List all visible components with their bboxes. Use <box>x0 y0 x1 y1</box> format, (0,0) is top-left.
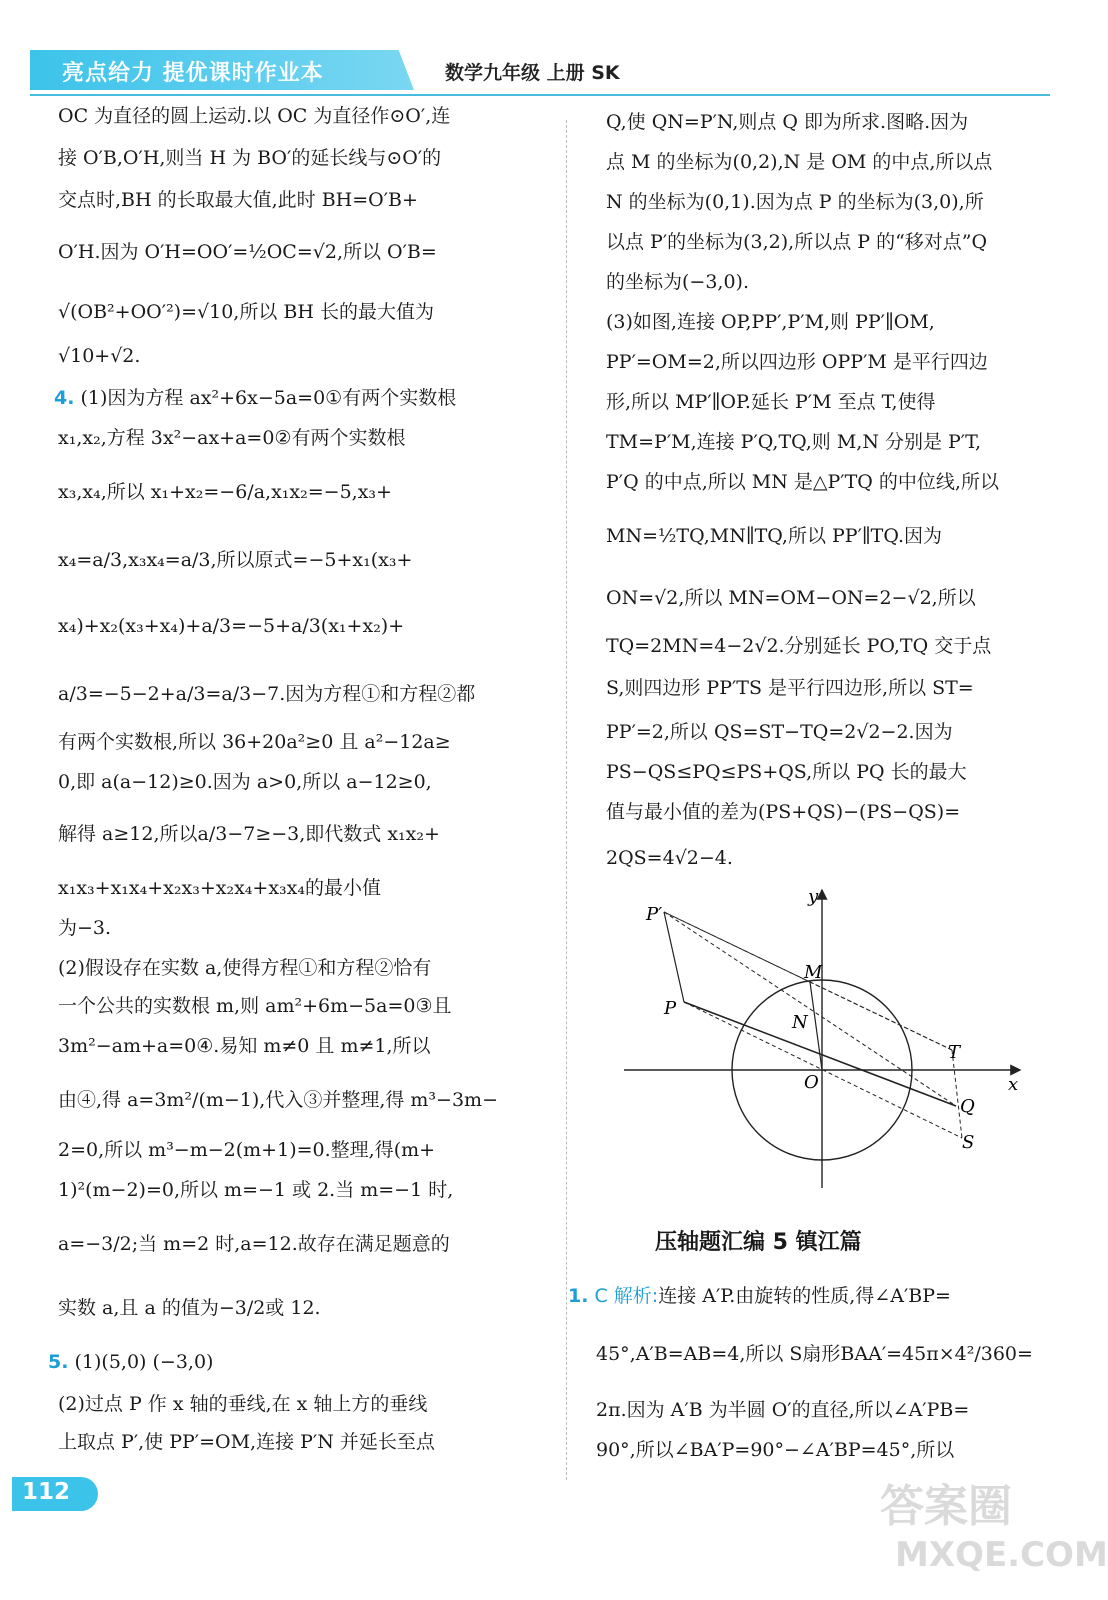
text-line: √(OB²+OO′²)=√10,所以 BH 长的最大值为 <box>58 301 434 323</box>
label-t: T <box>948 1042 961 1063</box>
segment-m-t <box>810 982 952 1050</box>
right-bottom-column <box>568 1284 1066 1474</box>
section-title: 压轴题汇编 5 镇江篇 <box>655 1230 862 1255</box>
text-line: 3m²−am+a=0④.易知 m≠0 且 m≠1,所以 <box>58 1035 431 1057</box>
text-line: √10+√2. <box>58 345 141 367</box>
text-line: 0,即 a(a−12)≥0.因为 a>0,所以 a−12≥0, <box>58 771 432 793</box>
text-line: TQ=2MN=4−2√2.分别延长 PO,TQ 交于点 <box>606 635 992 657</box>
text-line: 由④,得 a=3m²/(m−1),代入③并整理,得 m³−3m− <box>58 1089 498 1111</box>
text-line: 实数 a,且 a 的值为−3/2或 12. <box>58 1297 321 1319</box>
text-line: x₁x₃+x₁x₄+x₂x₃+x₂x₄+x₃x₄的最小值 <box>58 877 382 899</box>
label-o: O <box>804 1072 819 1093</box>
text-line: O′H.因为 O′H=OO′=½OC=√2,所以 O′B= <box>58 241 437 263</box>
text-line: 点 M 的坐标为(0,2),N 是 OM 的中点,所以点 <box>606 151 993 173</box>
text-line: (2)假设存在实数 a,使得方程①和方程②恰有 <box>58 957 432 979</box>
text-line: P′Q 的中点,所以 MN 是△P′TQ 的中位线,所以 <box>606 471 999 493</box>
segment-m-n <box>810 982 822 1070</box>
text-line: TM=P′M,连接 P′Q,TQ,则 M,N 分别是 P′T, <box>606 431 982 453</box>
text-line: 为−3. <box>58 917 112 939</box>
text-line: x₁,x₂,方程 3x²−ax+a=0②有两个实数根 <box>58 427 406 449</box>
text-line: 接 O′B,O′H,则当 H 为 BO′的延长线与⊙O′的 <box>58 147 442 169</box>
text-line: 值与最小值的差为(PS+QS)−(PS−QS)= <box>606 801 961 823</box>
text-line: (3)如图,连接 OP,PP′,P′M,则 PP′∥OM, <box>606 311 935 333</box>
text-line: 以点 P′的坐标为(3,2),所以点 P 的“移对点”Q <box>606 231 988 253</box>
geometry-figure <box>600 880 1040 1200</box>
text-line: ON=√2,所以 MN=OM−ON=2−√2,所以 <box>606 587 976 609</box>
text-line: 4. (1)因为方程 ax²+6x−5a=0①有两个实数根 <box>54 387 457 409</box>
label-s: S <box>962 1132 975 1153</box>
left-column <box>48 104 558 1464</box>
text-line: 形,所以 MP′∥OP.延长 P′M 至点 T,使得 <box>606 391 936 413</box>
text-line: OC 为直径的圆上运动.以 OC 为直径作⊙O′,连 <box>58 105 451 127</box>
text-line: 有两个实数根,所以 36+20a²≥0 且 a²−12a≥ <box>58 731 451 753</box>
text-line: 5. (1)(5,0) (−3,0) <box>48 1351 214 1373</box>
text-line: 2=0,所以 m³−m−2(m+1)=0.整理,得(m+ <box>58 1139 436 1161</box>
text-line: 交点时,BH 的长取最大值,此时 BH=O′B+ <box>58 189 418 211</box>
watermark-url: MXQE.COM <box>895 1535 1108 1575</box>
text-line: N 的坐标为(0,1).因为点 P 的坐标为(3,0),所 <box>606 191 984 213</box>
label-y: y <box>808 886 819 907</box>
segment-t-s <box>952 1050 962 1138</box>
text-line: PS−QS≤PQ≤PS+QS,所以 PQ 长的最大 <box>606 761 967 783</box>
page-number: 112 <box>22 1479 71 1505</box>
right-column <box>606 110 1066 870</box>
segment-pp-prime <box>664 912 684 1002</box>
label-n: N <box>792 1012 808 1033</box>
subject-title: 数学九年级 上册 SK <box>445 62 620 84</box>
text-line: x₄=a/3,x₃x₄=a/3,所以原式=−5+x₁(x₃+ <box>58 549 413 571</box>
text-line: Q,使 QN=P′N,则点 Q 即为所求.图略.因为 <box>606 111 969 133</box>
text-line: 2QS=4√2−4. <box>606 847 733 869</box>
text-line: PP′=2,所以 QS=ST−TQ=2√2−2.因为 <box>606 721 953 743</box>
text-line: x₄)+x₂(x₃+x₄)+a/3=−5+a/3(x₁+x₂)+ <box>58 615 405 637</box>
column-divider <box>566 120 567 1480</box>
text-line: 2π.因为 A′B 为半圆 O′的直径,所以∠A′PB= <box>596 1399 970 1421</box>
label-q: Q <box>960 1096 975 1117</box>
text-line: 一个公共的实数根 m,则 am²+6m−5a=0③且 <box>58 995 452 1017</box>
text-line: PP′=OM=2,所以四边形 OPP′M 是平行四边 <box>606 351 988 373</box>
text-line: MN=½TQ,MN∥TQ,所以 PP′∥TQ.因为 <box>606 525 942 547</box>
brand-title: 亮点给力 提优课时作业本 <box>62 61 324 86</box>
text-line: 90°,所以∠BA′P=90°−∠A′BP=45°,所以 <box>596 1439 955 1461</box>
text-line: S,则四边形 PP′TS 是平行四边形,所以 ST= <box>606 677 974 699</box>
text-line: 解得 a≥12,所以a/3−7≥−3,即代数式 x₁x₂+ <box>58 823 440 845</box>
text-line: 1)²(m−2)=0,所以 m=−1 或 2.当 m=−1 时, <box>58 1179 454 1201</box>
text-line: a/3=−5−2+a/3=a/3−7.因为方程①和方程②都 <box>58 683 476 705</box>
label-p: P <box>664 998 677 1019</box>
label-x: x <box>1008 1074 1019 1095</box>
text-line: 上取点 P′,使 PP′=OM,连接 P′N 并延长至点 <box>58 1431 435 1453</box>
watermark-logo: 答案圈 <box>880 1481 1012 1532</box>
text-line: (2)过点 P 作 x 轴的垂线,在 x 轴上方的垂线 <box>58 1393 428 1415</box>
text-line: x₃,x₄,所以 x₁+x₂=−6/a,x₁x₂=−5,x₃+ <box>58 481 392 503</box>
label-p-prime: P′ <box>646 904 663 925</box>
text-line: a=−3/2;当 m=2 时,a=12.故存在满足题意的 <box>58 1233 450 1255</box>
text-line: 45°,A′B=AB=4,所以 S扇形BAA′=45π×4²/360= <box>596 1343 1033 1365</box>
text-line: 1. C 解析:连接 A′P.由旋转的性质,得∠A′BP= <box>568 1285 951 1307</box>
text-line: 的坐标为(−3,0). <box>606 271 750 293</box>
header-rule <box>30 94 1050 96</box>
label-m: M <box>804 962 823 983</box>
